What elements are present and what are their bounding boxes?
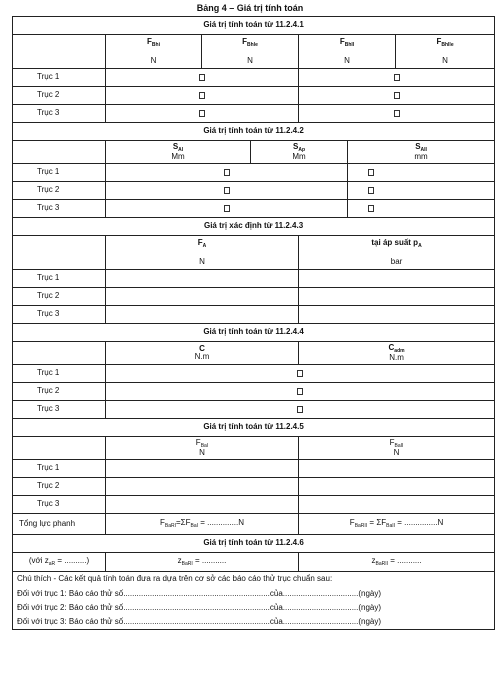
col-fbaii: $F_{BaII}$ N	[299, 437, 495, 460]
z-ar-label: (với $z_{aR}$ = ..........)	[13, 553, 106, 572]
note-row: Chú thích - Các kết quả tính toán đưa ra dựa trên cơ sở các báo cáo thử trục chuẩn sau:	[13, 572, 495, 588]
value-placeholder	[224, 205, 230, 212]
section-header-2: Giá trị tính toán từ 11.2.4.2	[13, 123, 495, 141]
section-header-4: Giá trị tính toán từ 11.2.4.4	[13, 324, 495, 342]
table-row: Trục 3	[13, 200, 495, 218]
col-sai: $S_{AI}$ Mm	[106, 141, 251, 164]
col-sap: $S_{Ap}$ Mm	[251, 141, 348, 164]
z-bari: $z_{BaRI}$ = ...........	[106, 553, 299, 572]
value-placeholder	[394, 92, 400, 99]
value-placeholder	[368, 169, 374, 176]
value-placeholder	[297, 406, 303, 413]
col-cadm: $C_{adm}$ N.m	[299, 342, 495, 365]
table-row: Trục 2	[13, 478, 495, 496]
table-row: Trục 3	[13, 306, 495, 324]
table-row: Trục 2	[13, 182, 495, 200]
section-header-5: Giá trị tính toán từ 11.2.4.5	[13, 419, 495, 437]
z-row	[13, 553, 495, 572]
header-row-1	[13, 35, 495, 69]
header-row-4	[13, 342, 495, 365]
value-placeholder	[297, 370, 303, 377]
table-title: Bảng 4 – Giá trị tính toán	[196, 3, 304, 13]
table-row: Trục 1	[13, 460, 495, 478]
table-row: Trục 2	[13, 87, 495, 105]
sum-fbarii: $F_{BaRII} = \Sigma F_{BaII} = ...............N$	[299, 514, 495, 535]
table-row: Trục 1	[13, 270, 495, 288]
table-row: Trục 1	[13, 365, 495, 383]
header-row-5	[13, 437, 495, 460]
value-placeholder	[394, 74, 400, 81]
value-placeholder	[394, 110, 400, 117]
value-placeholder	[368, 187, 374, 194]
z-barii: $z_{BaRII}$ = ...........	[299, 553, 495, 572]
total-brake-force-row: Tổng lực phanh $F_{BaRI}=\Sigma F_{BaI} = ..............N$ $F_{BaRII} = \Sigma F_{BaII} = ...............N$	[13, 514, 495, 535]
value-placeholder	[224, 187, 230, 194]
note-row: Đối với trục 1: Báo cáo thử số..................................................................của..................................(ngày)	[13, 587, 495, 601]
note-row: Đối với trục 2: Báo cáo thử số..................................................................của..................................(ngày)	[13, 601, 495, 615]
header-row-3	[13, 236, 495, 270]
header-row-2	[13, 141, 495, 164]
table-row: Trục 1	[13, 164, 495, 182]
section-header-6: Giá trị tính toán từ 11.2.4.6	[13, 535, 495, 553]
value-placeholder	[199, 110, 205, 117]
calculation-table	[12, 16, 495, 630]
col-c: C N.m	[106, 342, 299, 365]
value-placeholder	[199, 74, 205, 81]
table-row: Trục 2	[13, 288, 495, 306]
note-row: Đối với trục 3: Báo cáo thử số..................................................................của..................................(ngày)	[13, 615, 495, 630]
table-row: Trục 1	[13, 69, 495, 87]
col-fbhi: $F_{Bhi}$ N	[106, 35, 202, 69]
table-row: Trục 2	[13, 383, 495, 401]
table-row: Trục 3	[13, 105, 495, 123]
col-saii: $S_{AII}$ mm	[348, 141, 495, 164]
col-fbhii: $F_{BhII}$ N	[299, 35, 396, 69]
col-fa: $F_A$ N	[106, 236, 299, 270]
col-fbhle: $F_{Bhle}$ N	[202, 35, 299, 69]
table-row: Trục 3	[13, 496, 495, 514]
section-header-1: Giá trị tính toán từ 11.2.4.1	[13, 17, 495, 35]
value-placeholder	[224, 169, 230, 176]
value-placeholder	[199, 92, 205, 99]
value-placeholder	[368, 205, 374, 212]
col-fbai: $F_{BaI}$ N	[106, 437, 299, 460]
col-pressure: tại áp suất $p_A$ bar	[299, 236, 495, 270]
section-header-3: Giá trị xác định từ 11.2.4.3	[13, 218, 495, 236]
value-placeholder	[297, 388, 303, 395]
sum-fbari: $F_{BaRI}=\Sigma F_{BaI} = ..............N$	[106, 514, 299, 535]
col-fbhiie: $F_{Bhlle}$ N	[396, 35, 495, 69]
table-row: Trục 3	[13, 401, 495, 419]
